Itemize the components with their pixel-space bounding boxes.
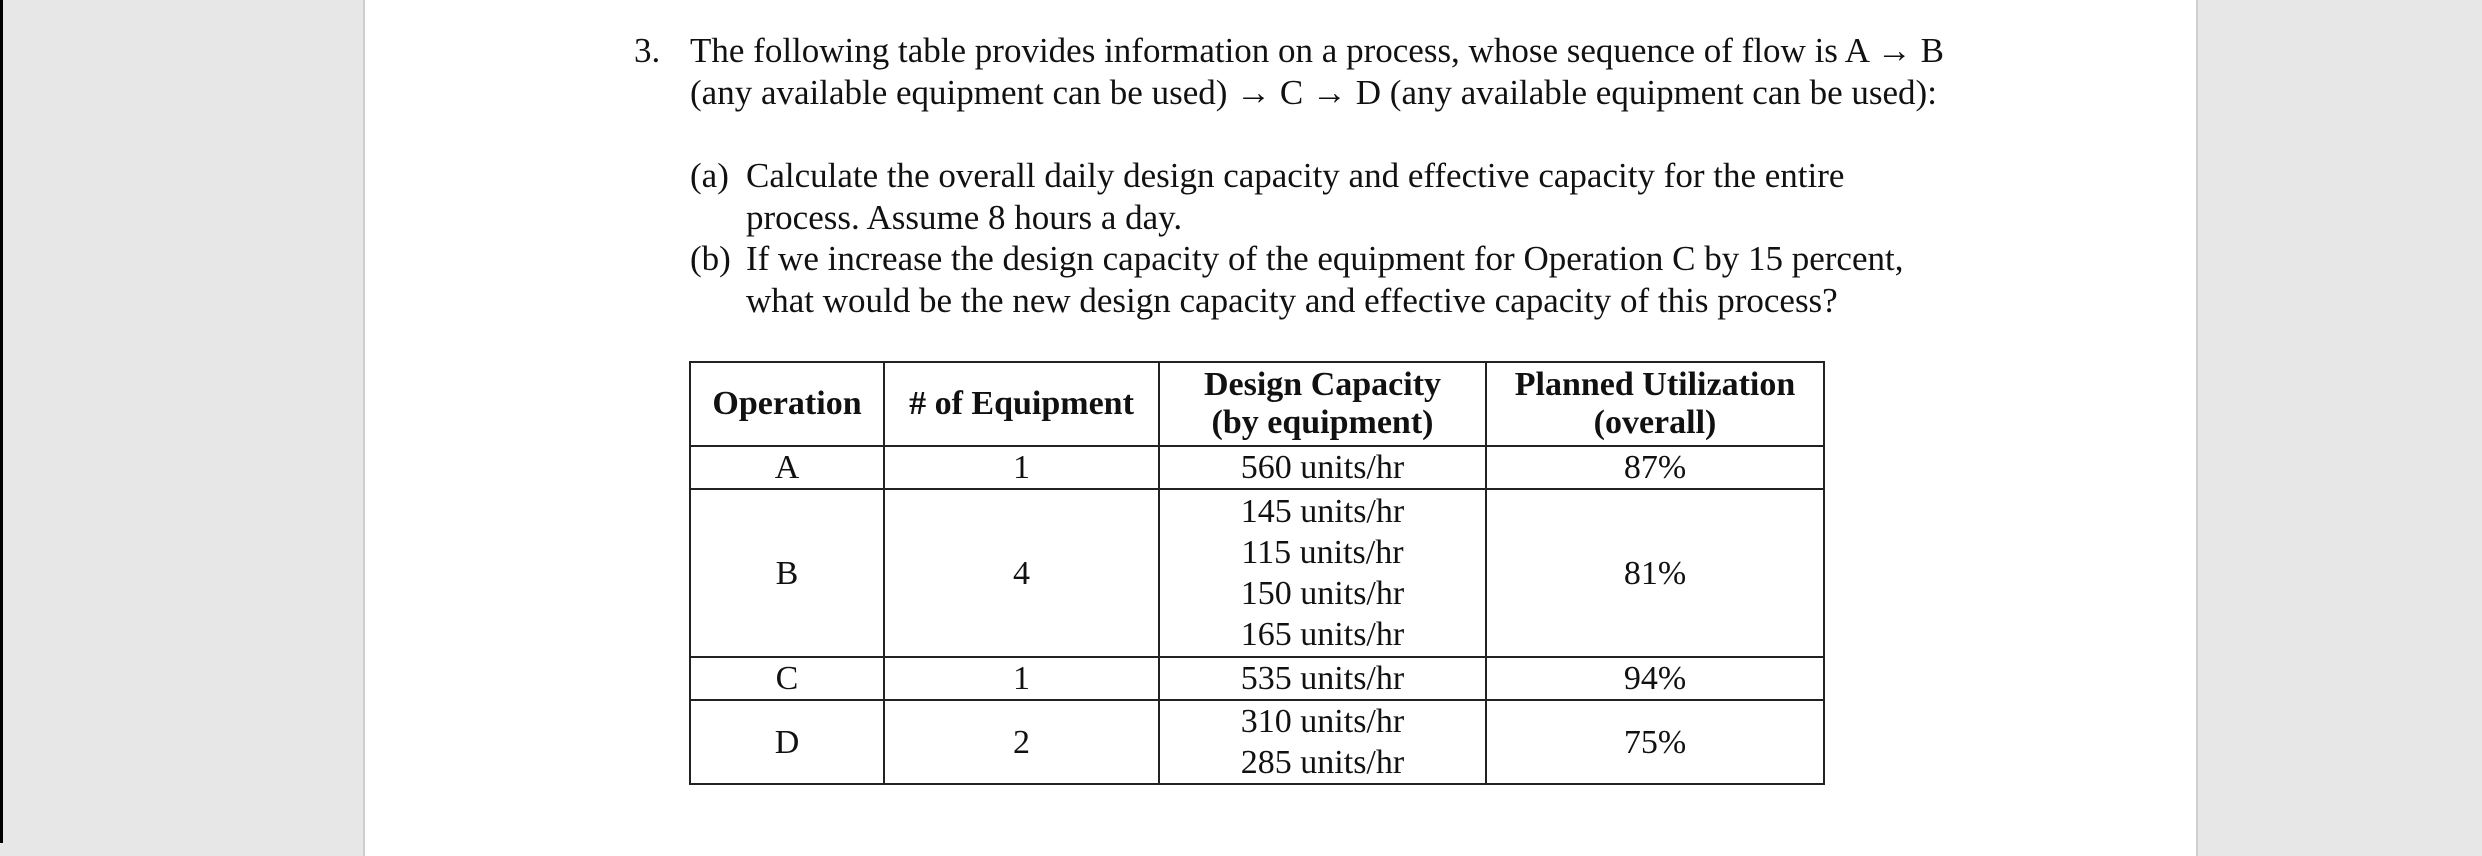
utilization-cell: 75% [1486, 700, 1824, 784]
capacity-value: 285 units/hr [1240, 744, 1405, 781]
capacity-value: 535 units/hr [1240, 660, 1405, 697]
equipment-count-cell: 1 [884, 446, 1159, 489]
question-intro-line-1 [690, 30, 1944, 72]
design-capacity-cell [1159, 700, 1486, 784]
document-page [363, 0, 2198, 856]
process-table [689, 361, 1825, 785]
part-b-label: (b) [690, 239, 731, 278]
capacity-value: 145 units/hr [1240, 493, 1405, 530]
header-design-capacity-line-2: (by equipment) [1211, 404, 1434, 441]
operation-cell: A [690, 446, 884, 489]
header-equipment: # of Equipment [884, 362, 1159, 446]
table-row-b [690, 489, 1824, 657]
operation-cell: D [690, 700, 884, 784]
capacity-value: 115 units/hr [1241, 534, 1404, 571]
table-header-row [690, 362, 1824, 446]
header-utilization-line-2: (overall) [1593, 404, 1717, 441]
flow-arrow-icon: → [1876, 31, 1912, 70]
question-number: 3. [634, 31, 661, 70]
table-row-a [690, 446, 1824, 489]
header-design-capacity [1159, 362, 1486, 446]
part-a-label: (a) [690, 156, 729, 195]
header-design-capacity-line-1: Design Capacity [1203, 366, 1442, 403]
intro-line-2c: D (any available equipment can be used): [1355, 73, 1937, 112]
capacity-value: 150 units/hr [1240, 575, 1405, 612]
table-row-d [690, 700, 1824, 784]
question-intro-line-2 [690, 72, 1937, 114]
equipment-count-cell: 1 [884, 657, 1159, 700]
intro-line-1-text: The following table provides information on a process, whose sequence of flow is A [690, 31, 1869, 70]
intro-line-2a: (any available equipment can be used) [690, 73, 1228, 112]
table-row-c [690, 657, 1824, 700]
operation-cell: C [690, 657, 884, 700]
capacity-value: 310 units/hr [1240, 703, 1405, 740]
part-a-line-2: process. Assume 8 hours a day. [746, 198, 1183, 237]
equipment-count-cell: 2 [884, 700, 1159, 784]
intro-line-2b: C [1279, 73, 1304, 112]
flow-arrow-icon: → [1312, 73, 1348, 112]
utilization-cell: 81% [1486, 489, 1824, 657]
intro-line-1-end: B [1920, 31, 1944, 70]
window-edge [0, 0, 3, 843]
part-b-line-2: what would be the new design capacity and effective capacity of this process? [746, 281, 1838, 320]
design-capacity-cell [1159, 489, 1486, 657]
capacity-value: 560 units/hr [1240, 449, 1405, 486]
equipment-count-cell: 4 [884, 489, 1159, 657]
design-capacity-cell [1159, 657, 1486, 700]
header-operation: Operation [690, 362, 884, 446]
part-b-line-1: If we increase the design capacity of the equipment for Operation C by 15 percent, [746, 239, 1904, 278]
operation-cell: B [690, 489, 884, 657]
utilization-cell: 87% [1486, 446, 1824, 489]
design-capacity-cell [1159, 446, 1486, 489]
header-planned-utilization [1486, 362, 1824, 446]
part-a-line-1: Calculate the overall daily design capacity and effective capacity for the entire [746, 156, 1845, 195]
capacity-value: 165 units/hr [1240, 616, 1405, 653]
flow-arrow-icon: → [1236, 73, 1272, 112]
utilization-cell: 94% [1486, 657, 1824, 700]
header-utilization-line-1: Planned Utilization [1514, 366, 1796, 403]
